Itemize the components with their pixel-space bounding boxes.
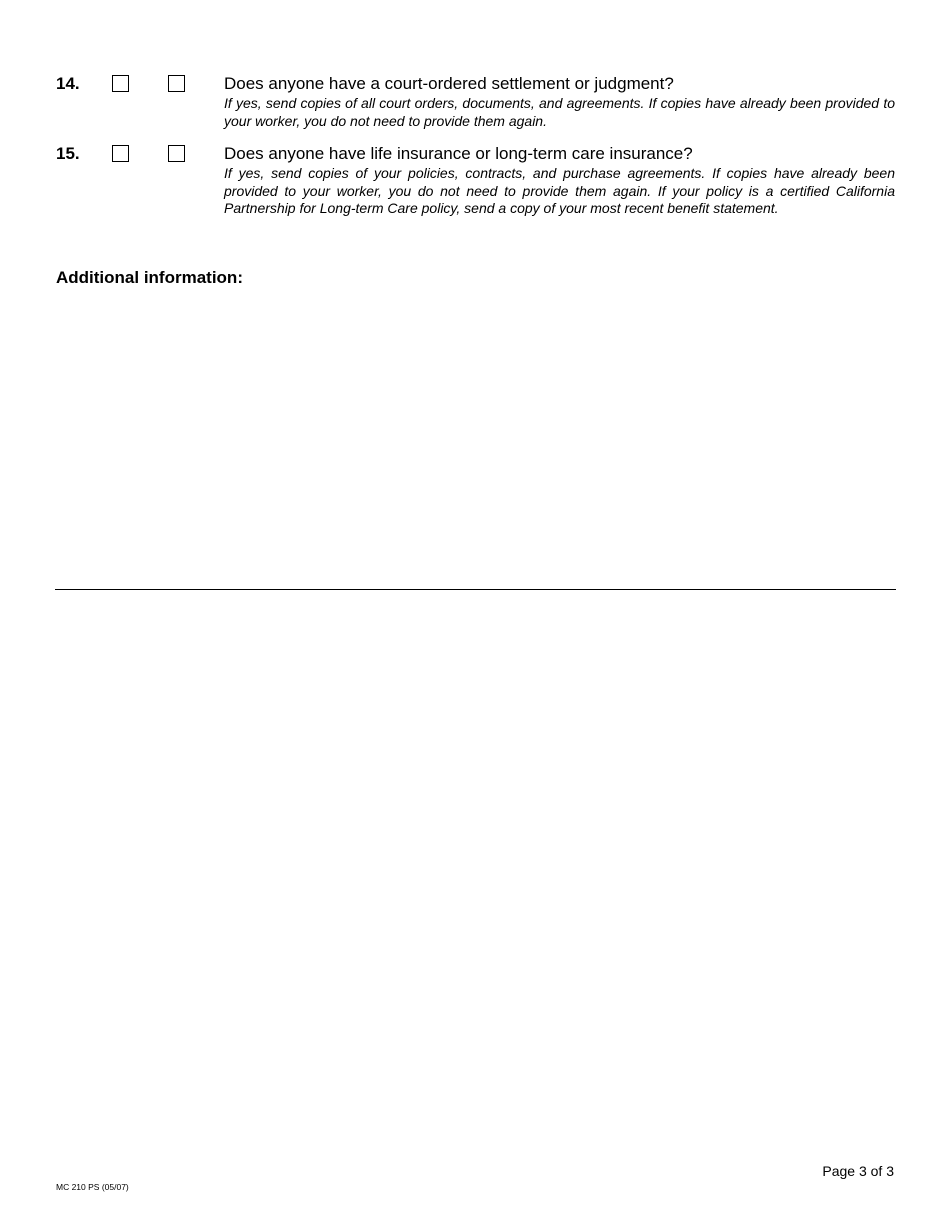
question-text: Does anyone have a court-ordered settlement or judgment? — [224, 74, 674, 93]
question-number: 15. — [56, 144, 80, 163]
question-text-block — [224, 144, 895, 218]
no-checkbox[interactable] — [168, 145, 185, 162]
section-divider — [55, 589, 896, 590]
page-number: Page 3 of 3 — [822, 1163, 894, 1179]
additional-information-label: Additional information: — [56, 268, 243, 287]
yes-checkbox[interactable] — [112, 145, 129, 162]
question-text: Does anyone have life insurance or long-term care insurance? — [224, 144, 693, 163]
yes-checkbox[interactable] — [112, 75, 129, 92]
question-number: 14. — [56, 74, 80, 93]
question-help-text: If yes, send copies of your policies, contracts, and purchase agreements. If copies have already been provided to your worker, you do not need to provide them again. If your policy is a certified California Partnership for Long-term Care policy, send a copy of your most recent benefit statement. — [224, 165, 895, 216]
no-checkbox[interactable] — [168, 75, 185, 92]
form-id: MC 210 PS (05/07) — [56, 1182, 129, 1192]
question-text-block — [224, 74, 895, 130]
question-help-text: If yes, send copies of all court orders, documents, and agreements. If copies have already been provided to your worker, you do not need to provide them again. — [224, 95, 895, 129]
